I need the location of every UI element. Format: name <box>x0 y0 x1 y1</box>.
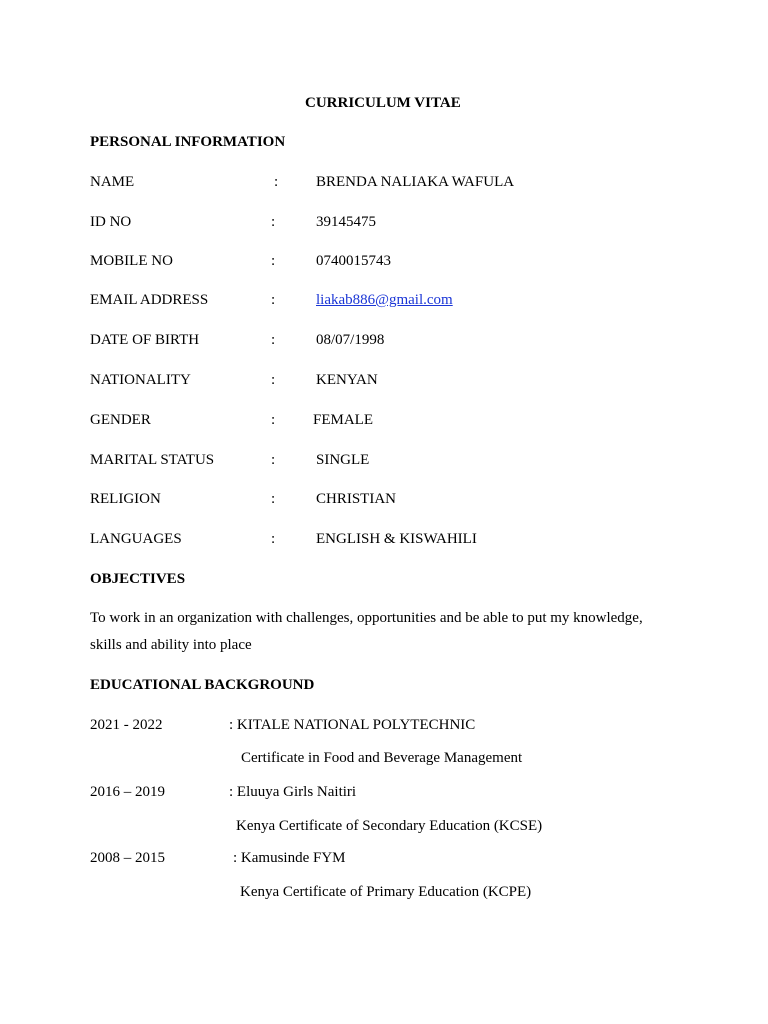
email-link[interactable]: liakab886@gmail.com <box>316 292 453 308</box>
religion-label: RELIGION <box>90 491 161 507</box>
nationality-label: NATIONALITY <box>90 372 191 388</box>
id-no-separator: : <box>271 214 276 230</box>
nationality-value: KENYAN <box>316 372 378 388</box>
gender-value: FEMALE <box>313 412 373 428</box>
name-separator: : <box>274 174 279 190</box>
email-label: EMAIL ADDRESS <box>90 292 209 308</box>
religion-value: CHRISTIAN <box>316 491 397 507</box>
education-award-3: Kenya Certificate of Primary Education (KCPE) <box>240 884 532 900</box>
education-years-2: 2016 – 2019 <box>90 784 165 800</box>
id-no-value: 39145475 <box>316 214 376 230</box>
id-no-label: ID NO <box>90 214 132 230</box>
languages-value: ENGLISH & KISWAHILI <box>316 531 477 547</box>
education-years-1: 2021 - 2022 <box>90 717 163 733</box>
email-separator: : <box>271 292 276 308</box>
education-institution-1: : KITALE NATIONAL POLYTECHNIC <box>229 717 476 733</box>
education-institution-2: : Eluuya Girls Naitiri <box>229 784 357 800</box>
personal-info-heading: PERSONAL INFORMATION <box>90 134 286 150</box>
education-award-1: Certificate in Food and Beverage Management <box>241 750 523 766</box>
mobile-no-separator: : <box>271 253 276 269</box>
name-value: BRENDA NALIAKA WAFULA <box>316 174 515 190</box>
mobile-no-value: 0740015743 <box>316 253 391 269</box>
religion-separator: : <box>271 491 276 507</box>
gender-separator: : <box>271 412 276 428</box>
marital-status-separator: : <box>271 452 276 468</box>
languages-separator: : <box>271 531 276 547</box>
dob-separator: : <box>271 332 276 348</box>
education-years-3: 2008 – 2015 <box>90 850 165 866</box>
objectives-text: To work in an organization with challenges, opportunities and be able to put my knowledge, skills and ability into place <box>90 610 643 653</box>
languages-label: LANGUAGES <box>90 531 182 547</box>
dob-label: DATE OF BIRTH <box>90 332 200 348</box>
education-award-2: Kenya Certificate of Secondary Education (KCSE) <box>236 818 543 834</box>
education-institution-3: : Kamusinde FYM <box>233 850 346 866</box>
page-title: CURRICULUM VITAE <box>305 95 461 111</box>
objectives-heading: OBJECTIVES <box>90 571 186 587</box>
dob-value: 08/07/1998 <box>316 332 385 348</box>
marital-status-label: MARITAL STATUS <box>90 452 215 468</box>
mobile-no-label: MOBILE NO <box>90 253 173 269</box>
nationality-separator: : <box>271 372 276 388</box>
gender-label: GENDER <box>90 412 151 428</box>
name-label: NAME <box>90 174 135 190</box>
education-heading: EDUCATIONAL BACKGROUND <box>90 677 315 693</box>
marital-status-value: SINGLE <box>316 452 370 468</box>
